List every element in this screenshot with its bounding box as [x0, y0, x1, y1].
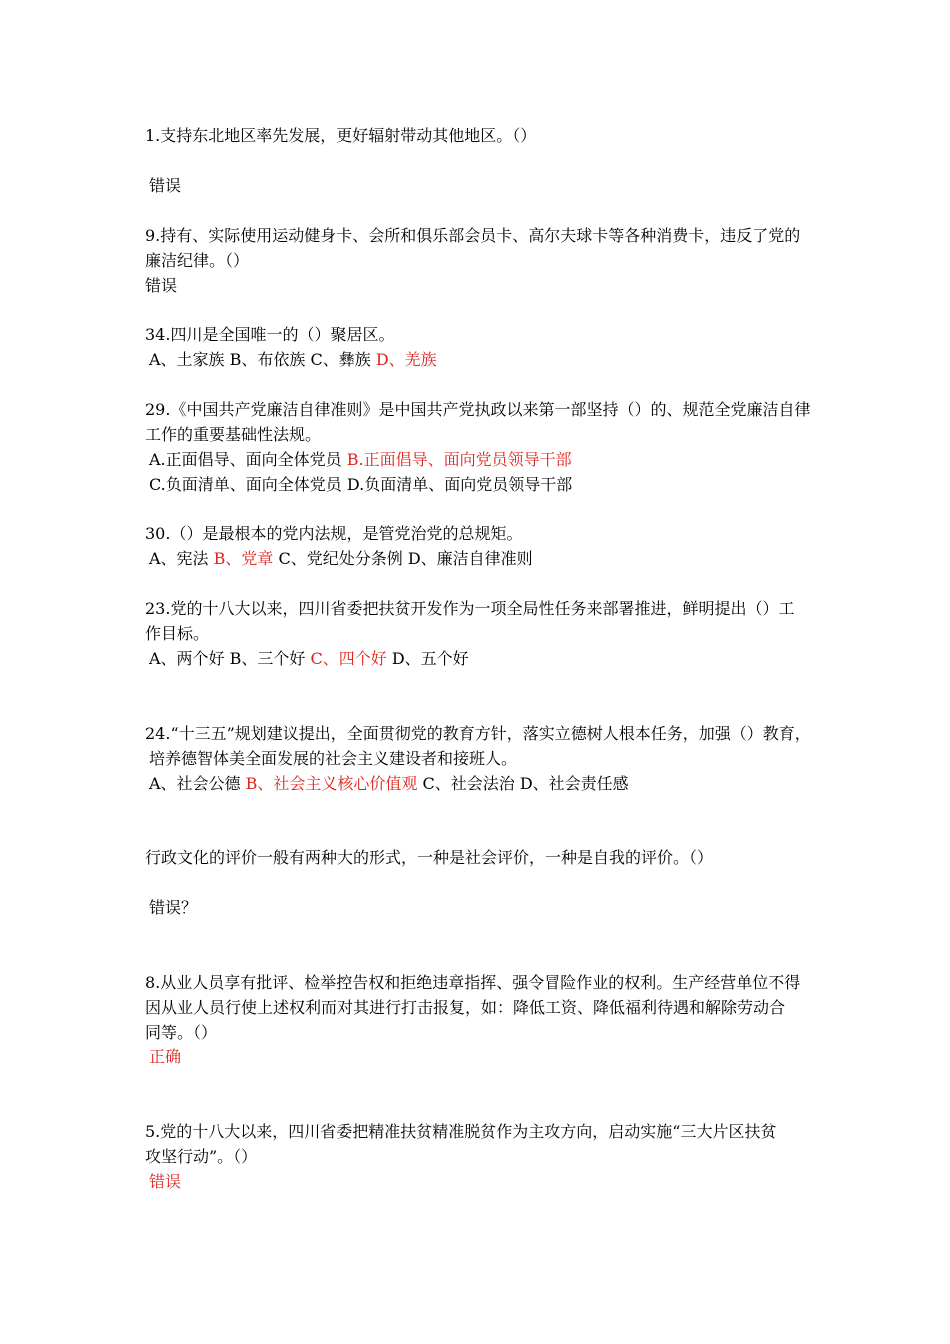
- question-29-options-row2: C.负面清单、面向全体党员 D.负面清单、面向党员领导干部: [149, 475, 573, 494]
- question-1-text: 1.支持东北地区率先发展，更好辐射带动其他地区。（）: [145, 126, 537, 145]
- question-23-text-line2: 作目标。: [145, 624, 210, 643]
- question-5-text-line2: 攻坚行动”。（）: [145, 1147, 258, 1166]
- question-24-option-a: A、社会公德: [149, 774, 246, 793]
- question-29-options-row1: [149, 448, 572, 472]
- question-30-correct-option: B、党章: [213, 549, 274, 568]
- question-5-text-line1: 5.党的十八大以来，四川省委把精准扶贫精准脱贫作为主攻方向，启动实施“三大片区扶贫: [145, 1122, 777, 1141]
- question-admin-culture-answer: 错误？: [149, 898, 198, 917]
- question-24-text-line2: 培养德智体美全面发展的社会主义建设者和接班人。: [149, 749, 518, 768]
- question-23-options: [149, 647, 469, 671]
- question-8-text-line3: 同等。（）: [145, 1023, 218, 1042]
- question-34-options: [149, 348, 437, 372]
- question-5-answer: 错误: [149, 1172, 182, 1191]
- question-8-text-line1: 8.从业人员享有批评、检举控告权和拒绝违章指挥、强令冒险作业的权利。生产经营单位不得: [145, 973, 801, 992]
- question-9-text-line1: 9.持有、实际使用运动健身卡、会所和俱乐部会员卡、高尔夫球卡等各种消费卡，违反了党的: [145, 226, 801, 245]
- question-30-text: 30.（）是最根本的党内法规，是管党治党的总规矩。: [145, 524, 523, 543]
- question-23-options-plain: A、两个好 B、三个好: [149, 649, 311, 668]
- question-23-options-rest: D、五个好: [386, 649, 469, 668]
- question-30-option-a: A、宪法: [149, 549, 214, 568]
- question-29-text-line2: 工作的重要基础性法规。: [145, 425, 322, 444]
- question-29-option-a: A.正面倡导、面向全体党员: [149, 450, 347, 469]
- question-30-options-rest: C、党纪处分条例 D、廉洁自律准则: [273, 549, 533, 568]
- question-24-text-line1: 24.“十三五”规划建议提出，全面贯彻党的教育方针，落实立德树人根本任务，加强（）教育，: [145, 724, 811, 743]
- question-24-correct-option: B、社会主义核心价值观: [245, 774, 418, 793]
- question-30-options: [149, 547, 533, 571]
- question-29-text-line1: 29.《中国共产党廉洁自律准则》是中国共产党执政以来第一部坚持（）的、规范全党廉洁自律: [145, 400, 811, 419]
- question-34-options-plain: A、土家族 B、布依族 C、彝族: [149, 350, 376, 369]
- question-29-correct-option: B.正面倡导、面向党员领导干部: [346, 450, 572, 469]
- question-24-options-rest: C、社会法治 D、社会责任感: [417, 774, 629, 793]
- question-9-text-line2: 廉洁纪律。（）: [145, 251, 250, 270]
- question-8-answer: 正确: [149, 1047, 182, 1066]
- question-34-correct-option: D、羌族: [375, 350, 437, 369]
- question-admin-culture-text: 行政文化的评价一般有两种大的形式，一种是社会评价，一种是自我的评价。（）: [145, 848, 714, 867]
- question-8-text-line2: 因从业人员行使上述权利而对其进行打击报复，如：降低工资、降低福利待遇和解除劳动合: [145, 998, 786, 1017]
- question-34-text: 34.四川是全国唯一的（）聚居区。: [145, 325, 395, 344]
- question-24-options: [149, 772, 629, 796]
- question-1-answer: 错误: [149, 176, 182, 195]
- question-9-answer: 错误: [145, 276, 178, 295]
- question-23-correct-option: C、四个好: [310, 649, 387, 668]
- question-23-text-line1: 23.党的十八大以来，四川省委把扶贫开发作为一项全局性任务来部署推进，鲜明提出（）工: [145, 599, 795, 618]
